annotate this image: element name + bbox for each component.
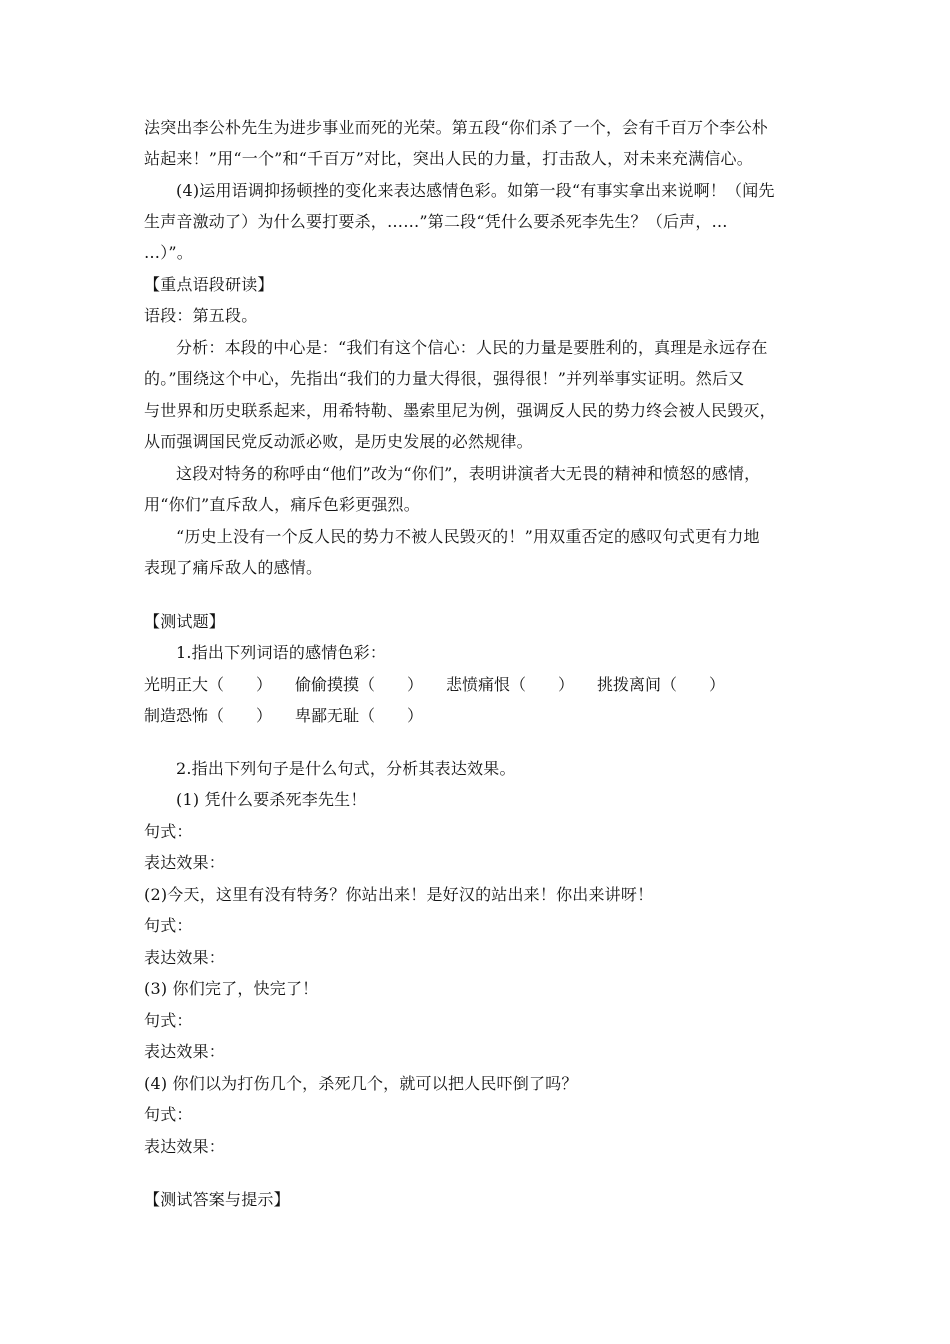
effect-label: 表达效果： bbox=[144, 1042, 226, 1061]
key-section-segment: 语段：第五段。 bbox=[144, 306, 258, 325]
question-2: 2.指出下列句子是什么句式，分析其表达效果。 bbox=[176, 759, 516, 778]
para1-line1: 法突出李公朴先生为进步事业而死的光荣。第五段“你们杀了一个，会有千百万个李公朴 bbox=[144, 118, 768, 137]
para4-line1: “历史上没有一个反人民的势力不被人民毁灭的！”用双重否定的感叹句式更有力地 bbox=[176, 527, 760, 546]
key-section-heading: 【重点语段研读】 bbox=[144, 275, 274, 294]
sentence-2: (2)今天，这里有没有特务？你站出来！是好汉的站出来！你出来讲呀！ bbox=[144, 885, 654, 904]
word-item: 挑拨离间（ ） bbox=[597, 675, 726, 694]
effect-label: 表达效果： bbox=[144, 948, 226, 967]
test-heading: 【测试题】 bbox=[144, 612, 226, 631]
effect-label: 表达效果： bbox=[144, 1137, 226, 1156]
analysis-line3: 与世界和历史联系起来，用希特勒、墨索里尼为例，强调反人民的势力终会被人民毁灭， bbox=[144, 401, 776, 420]
sentence-4: (4) 你们以为打伤几个，杀死几个，就可以把人民吓倒了吗？ bbox=[144, 1074, 578, 1093]
para2-line3: …）”。 bbox=[144, 243, 193, 262]
analysis-line2: 的。”围绕这个中心，先指出“我们的力量大得很，强得很！”并列举事实证明。然后又 bbox=[144, 369, 745, 388]
form-label: 句式： bbox=[144, 916, 193, 935]
word-item: 制造恐怖（ ） bbox=[144, 706, 273, 725]
form-label: 句式： bbox=[144, 1011, 193, 1030]
word-row-2 bbox=[144, 706, 744, 726]
analysis-line1: 分析：本段的中心是：“我们有这个信心：人民的力量是要胜利的，真理是永远存在 bbox=[176, 338, 768, 357]
word-item: 光明正大（ ） bbox=[144, 675, 273, 694]
word-row-1 bbox=[144, 675, 744, 695]
word-item: 悲愤痛恨（ ） bbox=[446, 675, 575, 694]
analysis-line4: 从而强调国民党反动派必败，是历史发展的必然规律。 bbox=[144, 432, 533, 451]
para4-line2: 表现了痛斥敌人的感情。 bbox=[144, 558, 323, 577]
para1-line2: 站起来！”用“一个”和“千百万”对比，突出人民的力量，打击敌人，对未来充满信心。 bbox=[144, 149, 753, 168]
effect-label: 表达效果： bbox=[144, 853, 226, 872]
question-1: 1.指出下列词语的感情色彩： bbox=[176, 643, 387, 662]
para3-line2: 用“你们”直斥敌人，痛斥色彩更强烈。 bbox=[144, 495, 420, 514]
form-label: 句式： bbox=[144, 1105, 193, 1124]
word-item: 卑鄙无耻（ ） bbox=[295, 706, 424, 725]
answers-heading: 【测试答案与提示】 bbox=[144, 1190, 290, 1209]
word-item: 偷偷摸摸（ ） bbox=[295, 675, 424, 694]
form-label: 句式： bbox=[144, 822, 193, 841]
para2-line2: 生声音激动了）为什么要打要杀，……”第二段“凭什么要杀死李先生？（后声，… bbox=[144, 212, 728, 231]
sentence-1: (1) 凭什么要杀死李先生！ bbox=[176, 790, 367, 809]
sentence-3: (3) 你们完了，快完了！ bbox=[144, 979, 319, 998]
para2-line1: (4)运用语调抑扬顿挫的变化来表达感情色彩。如第一段“有事实拿出来说啊！（闻先 bbox=[176, 181, 775, 200]
para3-line1: 这段对特务的称呼由“他们”改为“你们”，表明讲演者大无畏的精神和愤怒的感情， bbox=[176, 464, 761, 483]
